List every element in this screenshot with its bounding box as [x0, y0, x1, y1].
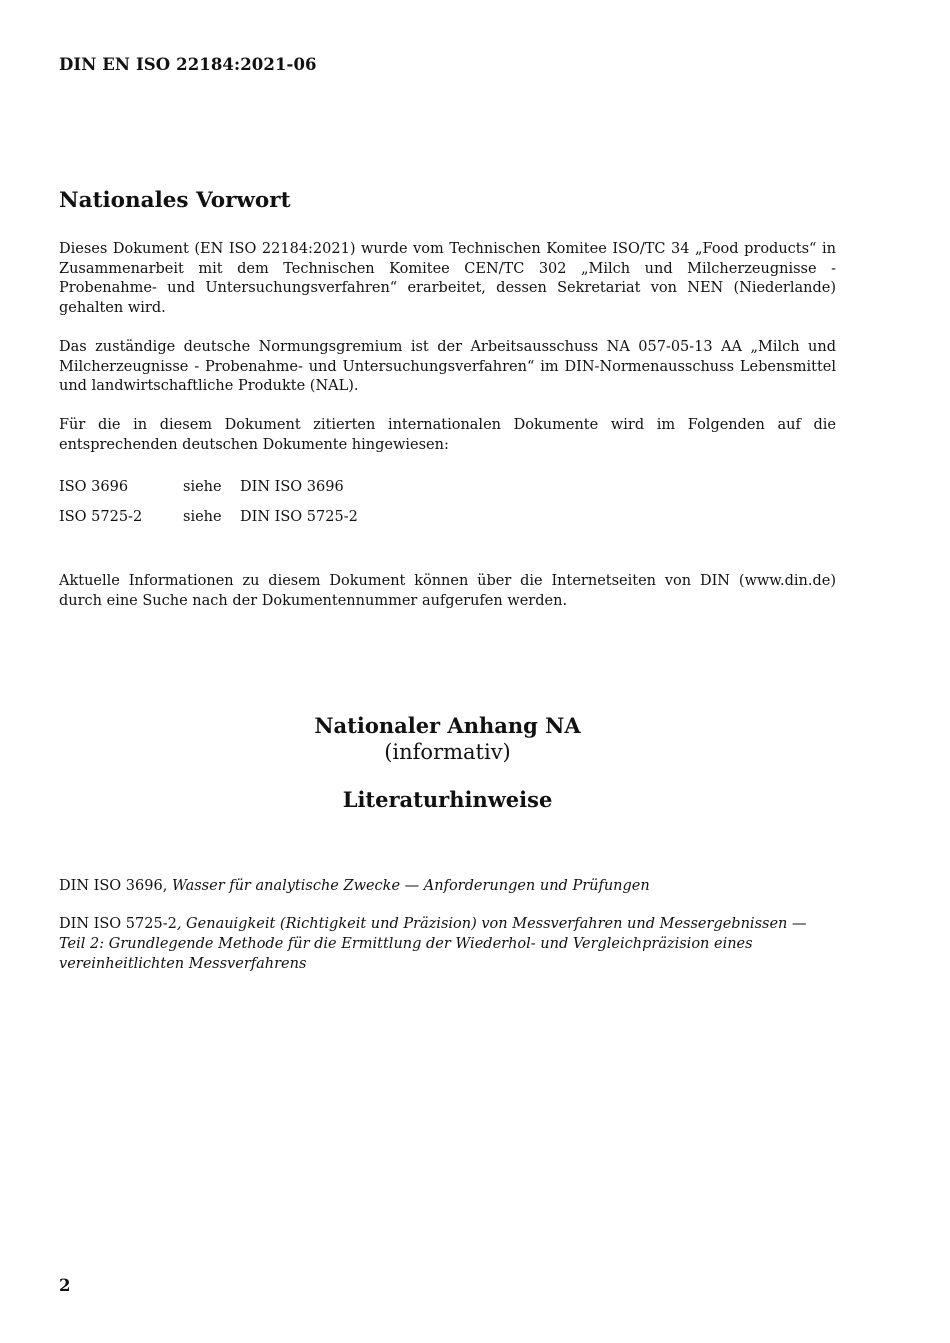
- bibliography-title: Literaturhinweise: [342, 787, 553, 812]
- annex-heading: [59, 713, 836, 813]
- bibliography-entry-number: DIN ISO 3696,: [59, 878, 172, 894]
- annex-subtitle: (informativ): [384, 740, 511, 764]
- international-document: ISO 5725-2: [59, 509, 143, 525]
- german-document: DIN ISO 5725-2: [240, 509, 358, 525]
- bibliography-entry-title: Wasser für analytische Zwecke — Anforderungen und Prüfungen: [171, 878, 650, 894]
- bibliography-entry: [59, 876, 836, 896]
- bibliography-entry-number: DIN ISO 5725-2: [59, 916, 177, 932]
- see-label: siehe: [183, 509, 222, 525]
- reference-row: [59, 477, 459, 507]
- german-document: DIN ISO 3696: [240, 479, 344, 495]
- document-id: DIN EN ISO 22184:2021-06: [59, 55, 317, 74]
- international-document: ISO 3696: [59, 479, 129, 495]
- see-label: siehe: [183, 479, 222, 495]
- page-number: 2: [59, 1276, 71, 1295]
- document-page: [59, 0, 836, 1343]
- foreword-paragraph: Das zuständige deutsche Normungsgremium ist der Arbeitsausschuss NA 057-05-13 AA „Milch und Milcherzeugnisse - Probenahme- und Untersuchungsverfahren“ im DIN-Normenausschuss Lebensmittel und landwirtschaftliche Produkte (NAL).: [59, 339, 836, 394]
- bibliography-entry-title: , Genauigkeit (Richtigkeit und Präzision) von Messverfahren und Messergebnissen — Teil 2: Grundlegende Methode für die Ermittlung der Wiederhol- und Vergleichpräzision eines vereinheitlichten Messverfahrens: [59, 916, 807, 972]
- reference-table: [59, 477, 459, 537]
- reference-row: [59, 507, 459, 537]
- bibliography-entry: [59, 914, 836, 974]
- foreword-closing: Aktuelle Informationen zu diesem Dokument können über die Internetseiten von DIN (www.din.de) durch eine Suche nach der Dokumentennummer aufgerufen werden.: [59, 573, 836, 609]
- annex-title: Nationaler Anhang NA: [314, 713, 581, 738]
- foreword-paragraph: Dieses Dokument (EN ISO 22184:2021) wurde vom Technischen Komitee ISO/TC 34 „Food products“ in Zusammenarbeit mit dem Technischen Komitee CEN/TC 302 „Milch und Milcherzeugnisse - Probenahme- und Untersuchungsverfahren“ erarbeitet, dessen Sekretariat von NEN (Niederlande) gehalten wird.: [59, 241, 836, 316]
- foreword-title: Nationales Vorwort: [59, 188, 291, 213]
- foreword-paragraph: Für die in diesem Dokument zitierten internationalen Dokumente wird im Folgenden auf die entsprechenden deutschen Dokumente hingewiesen:: [59, 417, 836, 453]
